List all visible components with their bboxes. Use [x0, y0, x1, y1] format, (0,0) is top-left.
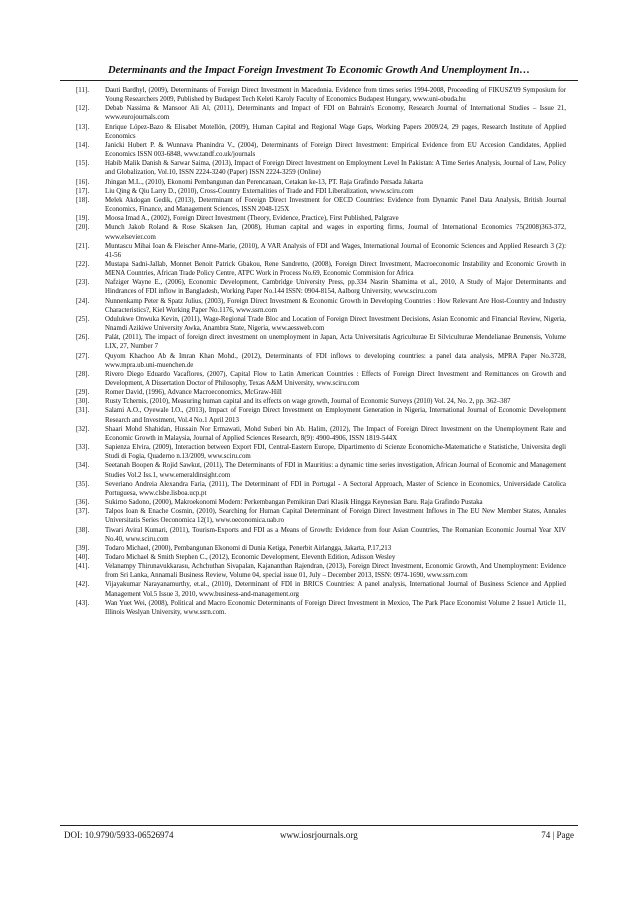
reference-item	[76, 507, 566, 525]
reference-item	[76, 178, 566, 187]
reference-item	[76, 599, 566, 617]
reference-item	[76, 498, 566, 507]
reference-text: Mustapa Sadni-Jallab, Monnet Benoit Patrick Gbakou, Rene Sandretto, (2008), Foreign Direct Investment, Macroeconomic Instability and Economic Growth in MENA Countries, African Trade Policy Centre, ATPC Work in Process No.69, Economic Commision for Africa	[105, 260, 566, 278]
reference-text: Wan Yuet Wei, (2008), Political and Macro Economic Determinants of Foreign Direct Investment in Mexico, The Park Place Economist Volume 2 Issue1 Article 11, Illinois Weslyan University, www.ssrn.com.	[105, 599, 566, 616]
reference-item	[76, 526, 566, 544]
reference-number: [12].	[76, 105, 90, 113]
reference-text: Dauti Bardhyl, (2009), Determinants of Foreign Direct Investment in Macedonia. Evidence from times series 1994-2008, Proceeding of FIKUSZ'09 Symposium for Young Researchers 2009, Published by Budapest Tech Keleti Karoly Faculty of Economics Budapest Hungary, www.uni-obuda.hu	[105, 87, 566, 104]
reference-number: [14].	[76, 141, 90, 149]
reference-number: [35].	[76, 480, 90, 488]
reference-text: Vijayakumar Narayanamurthy, et.al., (2010), Determinant of FDI in BRICS Countries: A panel analysis, International Journal of Business Science and Applied Management Vol.5 Issue 3, 2010, www.business-and-management.org	[105, 581, 566, 598]
reference-text: Odulukwe Onwuka Kevin, (2011), Wage-Regional Trade Bloc and Location of Foreign Direct Investment Decisions, Asian Economic and Financial Review, Nigeria, Nnamdi Azikiwe University Awka, Anambra State, Nigeria, www.aessweb.com	[105, 315, 566, 333]
reference-text: Tiwari Aviral Kumari, (2011), Tourism-Exports and FDI as a Means of Growth: Evidence from four Asian Countries, The Romanian Economic Journal Year XIV No.40, www.sciru.com	[105, 526, 566, 543]
reference-item	[76, 297, 566, 315]
reference-item	[76, 141, 566, 159]
reference-text: Nafziger Wayne E., (2006), Economic Development, Cambridge University Press, pp.334 Nasrin Shamima et al., 2010, A Study of Major Determinants and Hindrances of FDI inflow in Bangladesh, Working Paper No.144 ISSN: 0904-8154, Aalborg University, www.sciru.com	[105, 279, 566, 296]
reference-number: [41].	[76, 563, 90, 571]
reference-number: [29].	[76, 389, 90, 397]
reference-text: Seetanah Boopen & Rojid Sawkut, (2011), The Determinants of FDI in Mauritius: a dynamic time series investigation, African Journal of Economic and Management Studies Vol.2 Iss.1, www.emeraldinsight.com	[105, 462, 566, 479]
reference-number: [34].	[76, 462, 90, 470]
reference-text: Jhingan M.L., (2010), Ekonomi Pembangunan dan Perencanaan, Cetakan ke-13, PT. Raja Grafindo Persada Jakarta	[105, 178, 423, 186]
reference-text: Nunnenkamp Peter & Spatz Julius, (2003), Foreign Direct Investment & Economic Growth in Developing Countries : How Relevant Are Host-Country and Industry Characteristics?, Kiel Working Paper No.1176, www.ssrn.com	[105, 297, 566, 314]
reference-item	[76, 187, 566, 196]
reference-number: [27].	[76, 352, 90, 360]
reference-text: Rivero Diego Eduardo Vacaflores, (2007), Capital Flow to Latin American Countries : Effects of Foreign Direct Investment and Remittances on Growth and Development, A Dissertation Doctor of Philosophy, Texas A&M University, www.sciru.com	[105, 370, 566, 387]
reference-number: [19].	[76, 215, 90, 223]
reference-item	[76, 388, 566, 397]
reference-number: [20].	[76, 224, 90, 232]
reference-item	[76, 544, 566, 553]
reference-item	[76, 214, 566, 223]
reference-text: Munch Jakob Roland & Rose Skaksen Jan, (2008), Human capital and wages in exporting firms, Journal of International Economics 75(2008)363-372, www.elsevier.com	[105, 224, 566, 241]
footer-website: www.iosrjournals.org	[280, 830, 358, 840]
reference-text: Moosa Imad A., (2002), Foreign Direct Investment (Theory, Evidence, Practice), First Published, Palgrave	[105, 215, 399, 223]
reference-number: [21].	[76, 242, 90, 250]
reference-item	[76, 260, 566, 278]
reference-item	[76, 406, 566, 424]
footer-doi: DOI: 10.9790/5933-06526974	[64, 830, 174, 840]
reference-text: Salami A.O., Oyewale I.O., (2013), Impact of Foreign Direct Investment on Employment Generation in Nigeria, International Journal of Economic Development Research and Investment, Vol.4 No.1 April 2013	[105, 407, 566, 424]
reference-number: [22].	[76, 260, 90, 268]
reference-number: [32].	[76, 425, 90, 433]
reference-text: Talpos Ioan & Enache Cosmin, (2010), Searching for Human Capital Determinant of Foreign Direct Investment Inflows in The EU New Member States, Annales Universitatis Series Oeconomica 12(1), www.oeconomica.uab.ro	[105, 508, 566, 525]
reference-text: Muntascu Mihai Ioan & Fleischer Anne-Marie, (2010), A VAR Analysis of FDI and Wages, International Journal of Economic Sciences and Applied Research 3 (2): 41-56	[105, 242, 566, 259]
reference-item	[76, 352, 566, 370]
reference-number: [28].	[76, 370, 90, 378]
reference-text: Rusty Tchernis, (2010), Measuring human capital and its effects on wage growth, Journal of Economic Surveys (2010) Vol. 24, No. 2, pp. 362–387	[105, 398, 511, 406]
reference-text: Enrique López-Bazo & Elisabet Motellón, (2009), Human Capital and Regional Wage Gaps, Working Papers 2009/24, 29 pages, Research Institute of Applied Economics	[105, 123, 566, 140]
reference-item	[76, 315, 566, 333]
reference-number: [16].	[76, 178, 90, 186]
reference-text: Quyom Khachoo Ab & Imran Khan Mohd., (2012), Determinants of FDI inflows to developing countries: a panel data analysis, MPRA Paper No.3728, www.mpra.ub.uni-muenchen.de	[105, 352, 566, 369]
reference-number: [23].	[76, 279, 90, 287]
reference-number: [37].	[76, 508, 90, 516]
reference-item	[76, 86, 566, 104]
reference-number: [11].	[76, 87, 89, 94]
reference-item	[76, 553, 566, 562]
reference-text: Severiano Andreia Alexandra Faria, (2011), The Determinant of FDI in Portugal - A Sectoral Approach, Master of Science in Economics, Universidade Catolica Portuguesa, www.clsbe.lisboa.ucp.pt	[105, 480, 566, 497]
reference-number: [24].	[76, 297, 90, 305]
reference-item	[76, 580, 566, 598]
reference-item	[76, 104, 566, 122]
reference-number: [40].	[76, 553, 90, 561]
reference-number: [39].	[76, 544, 90, 552]
reference-item	[76, 562, 566, 580]
reference-list	[76, 86, 566, 617]
footer-page-number: 74 | Page	[541, 830, 574, 840]
reference-number: [38].	[76, 526, 90, 534]
reference-number: [36].	[76, 499, 90, 507]
reference-text: Shaari Mohd Shahidan, Hussain Nor Ermawati, Mohd Suberi bin Ab. Halim, (2012), The Impact of Foreign Direct Investment on the Unemployment Rate and Economic Growth in Malaysia, Journal of Applied Sciences Research, 8(9): 4900-4906, ISSN 1819-544X	[105, 425, 566, 442]
reference-text: Sukirno Sadono, (2000), Makroekonomi Modern: Perkembangan Pemikiran Dari Klasik Hingga Keynesian Baru. Raja Grafindo Pustaka	[105, 499, 483, 507]
reference-item	[76, 461, 566, 479]
reference-text: Palát, (2011), The impact of foreign direct investment on unemployment in Japan, Acta Universitatis Agriculturae Et Silviculturae Mendelianae Brunensis, Volume LIX, 27, Number 7	[105, 334, 566, 351]
reference-item	[76, 425, 566, 443]
reference-number: [33].	[76, 444, 90, 452]
reference-text: Janicki Hubert P. & Wunnava Phanindra V., (2004), Determinants of Foreign Direct Investment: Empirical Evidence from EU Accesion Candidates, Applied Economics ISSN 003-6848, www.tandf.co.uk/journals	[105, 141, 566, 159]
reference-number: [25].	[76, 315, 90, 323]
reference-text: Debab Nassima & Mansoor Ali Al, (2011), Determinants and Impact of FDI on Bahrain's Economy, Research Journal of International Studies – Issue 21, www.eurojournals.com	[105, 105, 566, 122]
reference-number: [17].	[76, 187, 90, 195]
reference-text: Todaro Michael & Smith Stephen C., (2012), Economic Development, Eleventh Edition, Adisson Wesley	[105, 553, 396, 561]
running-title: Determinants and the Impact Foreign Investment To Economic Growth And Unemployment In…	[108, 65, 530, 76]
reference-number: [31].	[76, 407, 90, 415]
page-header	[60, 60, 578, 81]
reference-text: Velanampy Thirunavukkarasu, Achchuthan Sivapalan, Kajananthan Rajendran, (2013), Foreign Direct Investment, Economic Growth, And Unemployment: Evidence from Sri Lanka, Annamali Business Review, Volume 04, special issue 01, July – December 2013, ISSN: 0974-1690, www.ssrn.com	[105, 563, 566, 580]
reference-number: [42].	[76, 581, 90, 589]
reference-text: Romer David, (1996), Advance Macroeconomics, McGraw-Hill	[105, 389, 282, 397]
reference-item	[76, 480, 566, 498]
reference-item	[76, 278, 566, 296]
reference-item	[76, 123, 566, 141]
reference-number: [43].	[76, 599, 90, 607]
reference-number: [30].	[76, 398, 90, 406]
reference-item	[76, 242, 566, 260]
reference-text: Liu Qing & Qiu Larry D., (2010), Cross-Country Externalities of Trade and FDI Liberalization, www.sciru.com	[105, 187, 414, 195]
page-footer	[60, 825, 578, 842]
reference-number: [26].	[76, 334, 90, 342]
reference-item	[76, 370, 566, 388]
reference-item	[76, 223, 566, 241]
reference-item	[76, 443, 566, 461]
reference-item	[76, 397, 566, 406]
reference-number: [15].	[76, 160, 90, 168]
reference-item	[76, 159, 566, 177]
reference-text: Melek Akdogan Gedik, (2013), Determinant of Foreign Direct Investment for OECD Countries: Evidence from Dynamic Panel Data Analysis, British Journal Economics, Finance, and Management Sciences, ISSN 2048-125X	[105, 196, 566, 214]
reference-text: Sapienza Elvira, (2009), Interaction between Export FDI, Central-Eastern Europe, Dipartimento di Scienze Economiche-Matematiche e Statistiche, Universita degli Studi di Fogia, Quaderno n.13/2009, www.sciru.com	[105, 444, 566, 461]
reference-text: Habib Malik Danish & Sarwar Saima, (2013), Impact of Foreign Direct Investment on Employment Level In Pakistan: A Time Series Analysis, Journal of Law, Policy and Globalization, Vol.10, ISSN 2224-3240 (Paper) ISSN 2224-3259 (Online)	[105, 160, 566, 177]
reference-number: [18].	[76, 196, 90, 204]
reference-text: Todaro Michael, (2000), Pembangunan Ekonomi di Dunia Ketiga, Penerbit Airlangga, Jakarta, P.17,213	[105, 544, 392, 552]
reference-number: [13].	[76, 123, 90, 131]
reference-item	[76, 333, 566, 351]
reference-item	[76, 196, 566, 214]
